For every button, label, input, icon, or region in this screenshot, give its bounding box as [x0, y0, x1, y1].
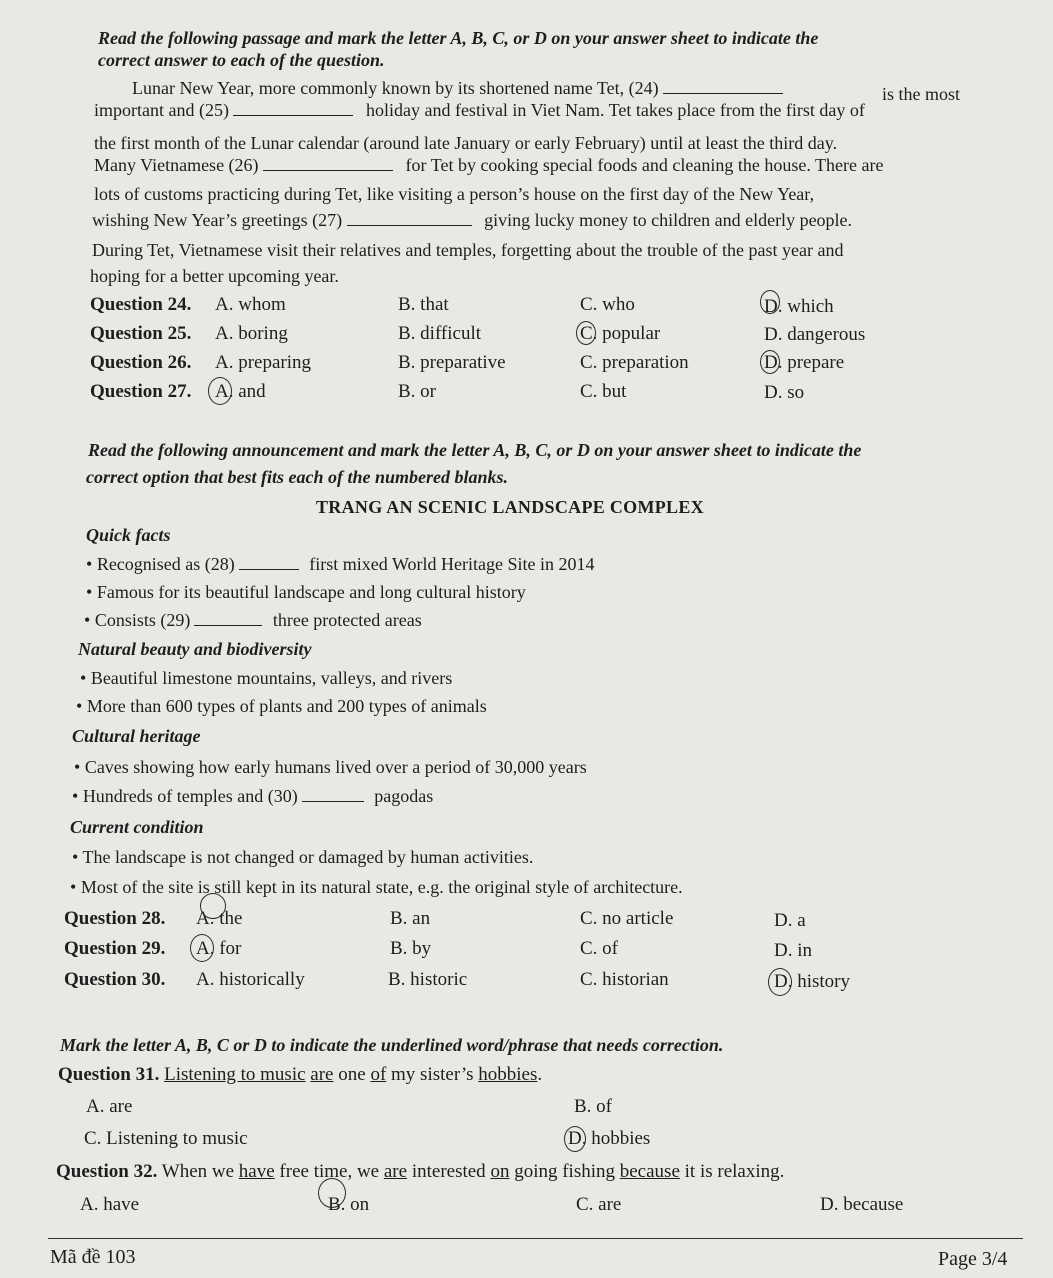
answer-mark-26 [760, 350, 780, 374]
q32-option-b[interactable]: B. on [328, 1194, 370, 1215]
passage-line-1-end: is the most [882, 84, 961, 104]
current-1: • The landscape is not changed or damaged by human activities. [72, 847, 534, 867]
passage-line-6: wishing New Year’s greetings (27) giving lucky money to children and elderly people. [92, 210, 853, 230]
question-24-label: Question 24. [90, 294, 192, 315]
cultural-heading: Cultural heritage [72, 726, 201, 746]
q25-option-d[interactable]: D. dangerous [764, 324, 866, 345]
fact-2: • Famous for its beautiful landscape and long cultural history [86, 582, 526, 602]
cultural-1: • Caves showing how early humans lived over a period of 30,000 years [74, 757, 587, 777]
q29-option-d[interactable]: D. in [774, 940, 812, 961]
current-heading: Current condition [70, 817, 204, 837]
question-27-label: Question 27. [90, 381, 192, 402]
instruction-3: Mark the letter A, B, C or D to indicate the underlined word/phrase that needs correction. [60, 1035, 724, 1055]
answer-mark-32 [318, 1178, 346, 1208]
passage-line-1: Lunar New Year, more commonly known by its shortened name Tet, (24) [132, 78, 783, 99]
q31-option-c[interactable]: C. Listening to music [84, 1128, 248, 1149]
instruction-2-line2: correct option that best fits each of the numbered blanks. [86, 467, 509, 487]
page-number: Page 3/4 [938, 1248, 1008, 1270]
question-25-label: Question 25. [90, 323, 192, 344]
q28-option-d[interactable]: D. a [774, 910, 806, 931]
exam-code: Mã đề 103 [50, 1246, 136, 1268]
q32-option-d[interactable]: D. because [820, 1194, 904, 1215]
q31-option-a[interactable]: A. are [86, 1096, 133, 1117]
q30-option-a[interactable]: A. historically [196, 969, 305, 990]
q29-option-b[interactable]: B. by [390, 938, 432, 959]
current-2: • Most of the site is still kept in its natural state, e.g. the original style of architecture. [70, 877, 683, 897]
fact-1: • Recognised as (28) first mixed World Heritage Site in 2014 [86, 554, 595, 574]
q27-option-c[interactable]: C. but [580, 381, 627, 402]
announcement-title: TRANG AN SCENIC LANDSCAPE COMPLEX [316, 497, 704, 517]
q31-option-b[interactable]: B. of [574, 1096, 612, 1117]
instruction-1-line2: correct answer to each of the question. [98, 50, 385, 70]
question-31-sentence: Question 31. Listening to music are one of my sister’s hobbies. [58, 1064, 543, 1085]
passage-line-7: During Tet, Vietnamese visit their relatives and temples, forgetting about the trouble of the past year and [92, 240, 844, 260]
q29-option-a[interactable]: A. for [196, 938, 242, 959]
q24-option-a[interactable]: A. whom [215, 294, 286, 315]
q26-option-b[interactable]: B. preparative [398, 352, 506, 373]
q30-option-d[interactable]: D. history [774, 971, 850, 992]
q25-option-b[interactable]: B. difficult [398, 323, 482, 344]
question-28-label: Question 28. [64, 908, 166, 929]
q29-option-c[interactable]: C. of [580, 938, 618, 959]
q26-option-c[interactable]: C. preparation [580, 352, 689, 373]
footer-divider [48, 1238, 1023, 1239]
cultural-2: • Hundreds of temples and (30) pagodas [72, 786, 434, 806]
passage-line-4: Many Vietnamese (26) for Tet by cooking special foods and cleaning the house. There are [94, 155, 884, 175]
answer-mark-31 [564, 1126, 586, 1152]
q28-option-a[interactable]: A. the [196, 908, 243, 929]
question-29-label: Question 29. [64, 938, 166, 959]
passage-line-2: important and (25) holiday and festival in Viet Nam. Tet takes place from the first day of [94, 100, 865, 120]
question-30-label: Question 30. [64, 969, 166, 990]
natural-2: • More than 600 types of plants and 200 types of animals [76, 696, 487, 716]
q27-option-d[interactable]: D. so [764, 382, 805, 403]
answer-mark-25 [576, 321, 596, 345]
instruction-1-line1: Read the following passage and mark the letter A, B, C, or D on your answer sheet to indicate the [98, 28, 819, 48]
q24-option-d[interactable]: D. which [764, 296, 834, 317]
question-32-sentence: Question 32. When we have free time, we are interested on going fishing because it is relaxing. [56, 1161, 785, 1182]
q26-option-d[interactable]: D. prepare [764, 352, 845, 373]
passage-line-8: hoping for a better upcoming year. [90, 266, 339, 286]
passage-line-3: the first month of the Lunar calendar (around late January or early February) until at least the third day. [94, 133, 838, 153]
q30-option-b[interactable]: B. historic [388, 969, 468, 990]
q25-option-a[interactable]: A. boring [215, 323, 288, 344]
q28-option-b[interactable]: B. an [390, 908, 431, 929]
answer-mark-27 [208, 377, 232, 405]
answer-mark-24 [760, 290, 780, 314]
answer-mark-30 [768, 968, 792, 996]
q32-option-c[interactable]: C. are [576, 1194, 622, 1215]
q24-option-b[interactable]: B. that [398, 294, 449, 315]
natural-1: • Beautiful limestone mountains, valleys, and rivers [80, 668, 453, 688]
q27-option-a[interactable]: A. and [215, 381, 266, 402]
quick-facts-heading: Quick facts [86, 525, 171, 545]
question-26-label: Question 26. [90, 352, 192, 373]
fact-3: • Consists (29) three protected areas [84, 610, 422, 630]
natural-heading: Natural beauty and biodiversity [78, 639, 312, 659]
q32-option-a[interactable]: A. have [80, 1194, 140, 1215]
q25-option-c[interactable]: C. popular [580, 323, 661, 344]
answer-mark-28 [200, 893, 226, 919]
q31-option-d[interactable]: D. hobbies [568, 1128, 651, 1149]
answer-mark-29 [190, 934, 214, 962]
q27-option-b[interactable]: B. or [398, 381, 436, 402]
passage-line-5: lots of customs practicing during Tet, like visiting a person’s house on the first day of the New Year, [94, 184, 815, 204]
q24-option-c[interactable]: C. who [580, 294, 635, 315]
q28-option-c[interactable]: C. no article [580, 908, 674, 929]
q26-option-a[interactable]: A. preparing [215, 352, 312, 373]
instruction-2-line1: Read the following announcement and mark the letter A, B, C, or D on your answer sheet to indicate the [88, 440, 862, 460]
q30-option-c[interactable]: C. historian [580, 969, 669, 990]
